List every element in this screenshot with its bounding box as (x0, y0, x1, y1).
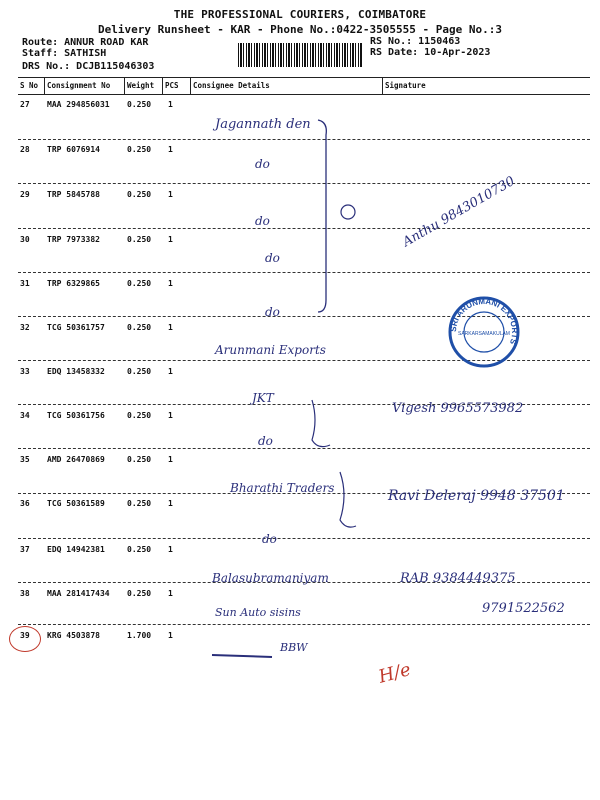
hw-consignee-35: Bharathi Traders (230, 481, 335, 495)
brace-mark (340, 472, 356, 527)
row-consignment-no: TRP 6329865 (47, 279, 100, 288)
row-weight: 0.250 (127, 411, 152, 420)
brace-mark (318, 120, 326, 312)
row-sno: 39 (20, 631, 30, 640)
row-divider (18, 582, 590, 583)
col-header-consignment: Consignment No (47, 81, 111, 90)
row-consignment-no: TRP 6076914 (47, 145, 100, 154)
row-sno: 31 (20, 279, 30, 288)
hw-signature-39: H/e (376, 658, 414, 688)
col-header-pcs: PCS (165, 81, 179, 90)
row-consignment-no: EDQ 13458332 (47, 367, 105, 376)
row-divider (18, 228, 590, 229)
row-pcs: 1 (168, 411, 173, 420)
hw-ditto: do (258, 434, 273, 448)
row-weight: 0.250 (127, 235, 152, 244)
hw-consignee-38: Sun Auto sisins (215, 606, 301, 619)
row-pcs: 1 (168, 545, 173, 554)
drs-number: DRS No.: DCJB115046303 (22, 61, 155, 72)
row-pcs: 1 (168, 367, 173, 376)
row-consignment-no: MAA 281417434 (47, 589, 110, 598)
brace-mark (312, 400, 330, 447)
row-pcs: 1 (168, 100, 173, 109)
row-sno: 28 (20, 145, 30, 154)
row-sno: 36 (20, 499, 30, 508)
row-sno: 27 (20, 100, 30, 109)
hw-signature-34: Vigesh 9965573982 (392, 401, 524, 416)
table-top-rule (18, 77, 590, 78)
row-consignment-no: MAA 294856031 (47, 100, 110, 109)
row-pcs: 1 (168, 589, 173, 598)
row-pcs: 1 (168, 499, 173, 508)
row-consignment-no: KRG 4503878 (47, 631, 100, 640)
hw-ditto: do (255, 214, 270, 228)
hw-consignee-39: BBW (280, 641, 308, 654)
row-divider (18, 538, 590, 539)
hw-ditto: do (265, 305, 280, 319)
col-divider (382, 77, 383, 95)
hw-consignee-37: Balasubramaniyam (212, 571, 329, 585)
rs-number: RS No.: 1150463 (370, 36, 461, 47)
row-divider (18, 448, 590, 449)
row-divider (18, 272, 590, 273)
row-weight: 0.250 (127, 589, 152, 598)
table-header-rule (18, 94, 590, 95)
hw-signature-35: Ravi Deleraj 9948 37501 (388, 488, 565, 504)
page-title: THE PROFESSIONAL COURIERS, COIMBATORE (173, 8, 427, 21)
row-sno: 38 (20, 589, 30, 598)
row-weight: 0.250 (127, 367, 152, 376)
hw-ditto: do (262, 532, 277, 546)
barcode (238, 43, 362, 67)
row-consignment-no: EDQ 14942381 (47, 545, 105, 554)
col-divider (162, 77, 163, 95)
row-consignment-no: TCG 50361589 (47, 499, 105, 508)
row-weight: 0.250 (127, 323, 152, 332)
row-pcs: 1 (168, 235, 173, 244)
row-divider (18, 404, 590, 405)
staff-label: Staff: SATHISH (22, 48, 107, 59)
page-subtitle: Delivery Runsheet - KAR - Phone No.:0422-3505555 - Page No.:3 (98, 23, 502, 36)
row-sno: 33 (20, 367, 30, 376)
strikeout-mark (212, 655, 272, 657)
row-divider (18, 316, 590, 317)
col-header-consignee: Consignee Details (193, 81, 270, 90)
col-divider (190, 77, 191, 95)
hw-ditto: do (265, 251, 280, 265)
row-pcs: 1 (168, 631, 173, 640)
row-divider (18, 493, 590, 494)
hw-consignee-27: Jagannath den (215, 117, 311, 132)
row-pcs: 1 (168, 323, 173, 332)
hw-signature-29: Anthu 9843010730 (400, 173, 518, 251)
col-header-sno: S No (20, 81, 39, 90)
row-consignment-no: AMD 26470869 (47, 455, 105, 464)
col-divider (124, 77, 125, 95)
row-sno: 32 (20, 323, 30, 332)
row-consignment-no: TCG 50361756 (47, 411, 105, 420)
row-weight: 0.250 (127, 100, 152, 109)
row-weight: 0.250 (127, 190, 152, 199)
stamp-place: SARKARSAMAKULAM (458, 331, 510, 337)
col-header-weight: Weight (127, 81, 155, 90)
row-divider (18, 624, 590, 625)
row-divider (18, 139, 590, 140)
hw-consignee-32: Arunmani Exports (215, 343, 326, 357)
hw-ditto: do (255, 157, 270, 171)
row-divider (18, 360, 590, 361)
row-sno: 37 (20, 545, 30, 554)
red-circle-mark (9, 626, 41, 652)
row-weight: 0.250 (127, 499, 152, 508)
row-weight: 1.700 (127, 631, 152, 640)
circled-mark (341, 205, 355, 219)
row-weight: 0.250 (127, 545, 152, 554)
row-pcs: 1 (168, 190, 173, 199)
hw-signature-37: RAB 9384449375 (400, 571, 516, 586)
row-consignment-no: TCG 50361757 (47, 323, 105, 332)
row-divider (18, 183, 590, 184)
row-consignment-no: TRP 5845788 (47, 190, 100, 199)
col-header-signature: Signature (385, 81, 426, 90)
company-stamp (449, 297, 519, 366)
row-weight: 0.250 (127, 279, 152, 288)
row-pcs: 1 (168, 455, 173, 464)
row-sno: 34 (20, 411, 30, 420)
svg-text:SRI ARUNMANI EXPORTS (449, 297, 519, 346)
col-divider (44, 77, 45, 95)
row-consignment-no: TRP 7973382 (47, 235, 100, 244)
route-label: Route: ANNUR ROAD KAR (22, 37, 149, 48)
rs-date: RS Date: 10-Apr-2023 (370, 47, 491, 58)
row-sno: 29 (20, 190, 30, 199)
row-pcs: 1 (168, 279, 173, 288)
row-pcs: 1 (168, 145, 173, 154)
hw-consignee-34: JKT (252, 391, 274, 405)
row-sno: 30 (20, 235, 30, 244)
stamp-text: SRI ARUNMANI EXPORTS (448, 296, 520, 346)
hw-signature-38: 9791522562 (482, 601, 565, 616)
row-weight: 0.250 (127, 145, 152, 154)
row-sno: 35 (20, 455, 30, 464)
row-weight: 0.250 (127, 455, 152, 464)
